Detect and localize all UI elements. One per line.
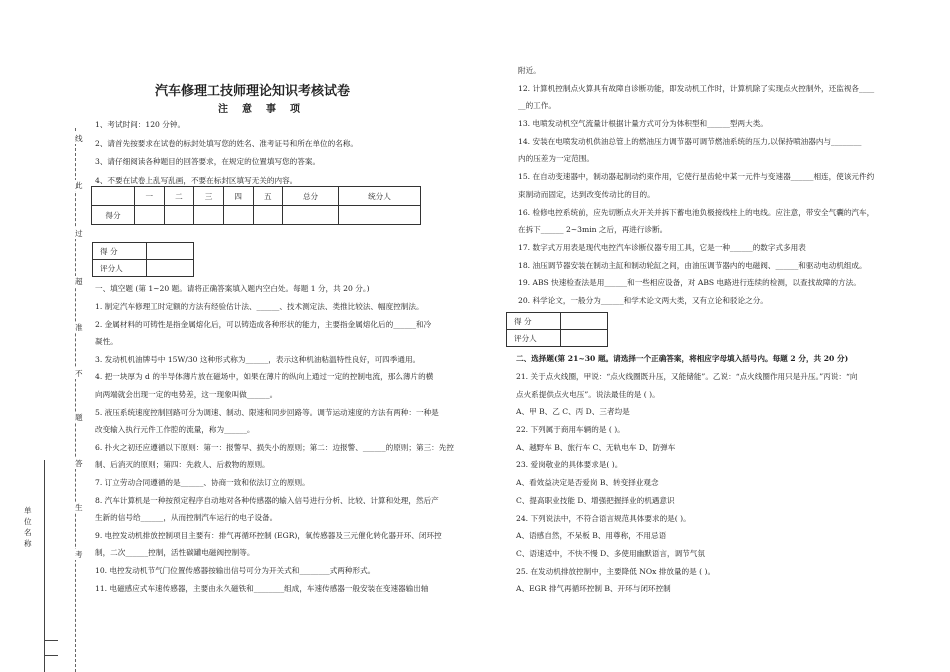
question-line: 14. 安装在电喷发动机供油总管上的燃油压力调节器可调节燃油系统的压力,以保持喷油器内与________ xyxy=(518,136,862,146)
fill-in-questions-right xyxy=(518,66,874,314)
question-line: 凝性。 xyxy=(95,337,118,347)
question-line: 6. 扑火之初还应遵循以下原则：第一：报警早、损失小的原则；第二：边报警、______的原则；第三：先控 xyxy=(95,442,454,452)
question-line: 17. 数字式万用表是现代电控汽车诊断仪器专用工具，它是一种______的数字式多用表 xyxy=(518,242,806,252)
binding-mark: 超 xyxy=(75,277,83,286)
note-item: 3、请仔细阅读各种题目的回答要求，在规定的位置填写您的答案。 xyxy=(95,157,321,166)
question-line: 25. 在发动机排放控制中，主要降低 NOx 排放量的是 ( )。 xyxy=(516,566,716,576)
notes-list xyxy=(95,120,358,194)
question-line: __的工作。 xyxy=(518,101,556,111)
grader-name-label: 评分人 xyxy=(93,260,147,277)
score-cell xyxy=(194,206,224,225)
score-cell xyxy=(338,206,420,225)
question-line: 10. 电控发动机节气门位置传感器按输出信号可分为开关式和________式两种形式。 xyxy=(95,565,376,575)
question-line: A、甲 B、乙 C、丙 D、三者均是 xyxy=(516,407,630,417)
question-line: 18. 油压调节器安装在制动主缸和制动轮缸之间，由油压调节器内的电磁阀、______和驱动电动机组成。 xyxy=(518,260,867,270)
note-item: 2、请首先按要求在试卷的标封处填写您的姓名、准考证号和所在单位的名称。 xyxy=(95,138,359,148)
seal-box-line xyxy=(44,655,58,656)
grader-score-cell xyxy=(147,243,194,260)
question-line: 24. 下列说法中，不符合语言规范具体要求的是( )。 xyxy=(516,513,691,523)
question-line: 内的压差为一定范围。 xyxy=(518,154,594,164)
question-line: 3. 发动机机油牌号中 15W/30 这种形式称为______，表示这种机油粘温特性良好，可四季通用。 xyxy=(95,354,421,364)
section1-title: 一、填空题 (第 1~20 题。请将正确答案填入题内空白处。每题 1 分，共 20 分。) xyxy=(95,284,370,293)
grader-score-label: 得 分 xyxy=(93,243,147,260)
score-header-cell: 二 xyxy=(164,187,194,206)
seal-box-line xyxy=(44,640,58,641)
question-line: A、越野车 B、旅行车 C、无轨电车 D、防弹车 xyxy=(516,442,676,452)
question-line: 11. 电磁感应式车速传感器，主要由永久磁铁和________组成，车速传感器一般安装在变速器输出轴 xyxy=(95,583,429,593)
binding-mark: 线 xyxy=(75,134,83,143)
question-line: 改变输入执行元件工作腔的流量，称为______。 xyxy=(95,425,255,435)
question-line: C、语速适中，不快不慢 D、多使用幽默语言，调节气氛 xyxy=(516,548,705,558)
grader-name-label: 评分人 xyxy=(507,330,561,347)
question-line: 制，二次______控制，活性碳罐电磁阀控制等。 xyxy=(95,548,255,558)
grader-name-cell xyxy=(561,330,608,347)
question-line: 20. 科学论文，一般分为______和学术论文两大类，又有立论和驳论之分。 xyxy=(518,295,768,305)
question-line: 7. 订立劳动合同遵循的是______、协商一致和依法订立的原则。 xyxy=(95,477,310,487)
score-row-label: 得分 xyxy=(92,206,135,225)
question-line: A、语感自然，不呆板 B、用尊称，不用忌语 xyxy=(516,531,667,541)
grader-score-cell xyxy=(561,313,608,330)
question-line: 生新的信号给______，从而控制汽车运行的电子设备。 xyxy=(95,513,278,523)
question-line: 向两端就会出现一定的电势差，这一现象叫做______。 xyxy=(95,389,278,399)
score-cell xyxy=(164,206,194,225)
question-line: 8. 汽车计算机是一种按预定程序自动地对各种传感器的输入信号进行分析、比较、计算和处理，然后产 xyxy=(95,495,439,505)
question-line: A、看效益决定是否爱岗 B、转变择业观念 xyxy=(516,478,659,488)
question-line: 15. 在自动变速器中，制动器起制动约束作用，它使行星齿轮中某一元件与变速器______相连，使该元件约 xyxy=(518,172,875,182)
question-line: 13. 电喷发动机空气流量计根据计量方式可分为体积型和______型两大类。 xyxy=(518,119,768,129)
binding-mark: 不 xyxy=(75,369,83,378)
binding-mark: 题 xyxy=(75,413,83,422)
seal-label: 单位名称 xyxy=(24,506,32,548)
question-line: 2. 金属材料的可铸性是指金属熔化后，可以铸造成各种形状的能力，主要指金属熔化后的______和冷 xyxy=(95,319,432,329)
grader-box xyxy=(92,242,194,277)
section2-title: 二、选择题(第 21~30 题。请选择一个正确答案，将相应字母填入括号内。每题 2 分，共 20 分) xyxy=(516,354,849,363)
question-line: 1. 制定汽车修理工时定额的方法有经验估计法、______、技术测定法、类推比较法、幅度控制法。 xyxy=(95,302,424,311)
question-line: 9. 电控发动机排放控制项目主要有：排气再循环控制 (EGR)，氧传感器及三元催化转化器开环、闭环控 xyxy=(95,530,442,540)
question-line: 23. 爱岗敬业的具体要求是( )。 xyxy=(516,460,623,470)
binding-mark: 答 xyxy=(75,459,83,468)
note-item: 1、考试时间：120 分钟。 xyxy=(95,120,186,129)
score-header-cell xyxy=(92,187,135,206)
grader-score-label: 得 分 xyxy=(507,313,561,330)
binding-mark: 考 xyxy=(75,550,83,559)
question-line: 4. 把一块厚为 d 的半导体薄片放在磁场中，如果在薄片的纵向上通过一定的控制电流，那么薄片的横 xyxy=(95,372,434,382)
binding-line xyxy=(75,128,76,672)
score-cell xyxy=(253,206,283,225)
score-header-cell: 统分人 xyxy=(338,187,420,206)
grader-box-2 xyxy=(506,312,608,347)
choice-questions xyxy=(516,372,857,602)
question-line: 5. 液压系统速度控制回路可分为调速、制动、限速和同步回路等。调节运动速度的方法有两种：一种是 xyxy=(95,407,439,417)
question-line: 16. 检修电控系统前，应先切断点火开关并拆下蓄电池负极接线柱上的电线。应注意，带安全气囊的汽车， xyxy=(518,207,875,217)
score-header-cell: 一 xyxy=(135,187,165,206)
question-line: A、EGR 排气再循环控制 B、开环与闭环控制 xyxy=(516,584,671,594)
question-line: 制、后消灭的原则；第四：先救人、后救物的原则。 xyxy=(95,460,270,470)
question-line: 19. ABS 快速检查法是用______和一些相应设备，对 ABS 电路进行连续的检测，以查找故障的方法。 xyxy=(518,278,861,288)
question-line: 22. 下列属于商用车辆的是 ( )。 xyxy=(516,425,625,435)
question-line: 点火系提供点火电压”。说法最佳的是 ( )。 xyxy=(516,389,660,399)
notes-heading: 注意事项 xyxy=(218,104,314,115)
binding-mark: 此 xyxy=(75,181,83,190)
note-item: 4、不要在试卷上乱写乱画，不要在标封区填写无关的内容。 xyxy=(95,175,298,185)
question-line: C、提高职业技能 D、增强把握择业的机遇意识 xyxy=(516,495,675,505)
score-cell xyxy=(135,206,165,225)
exam-title: 汽车修理工技师理论知识考核试卷 xyxy=(155,84,351,99)
binding-mark: 生 xyxy=(75,503,83,512)
question-line: 21. 关于点火线圈，甲说：“点火线圈既升压，又能储能”。乙说：“点火线圈作用只是升压。”丙说：“向 xyxy=(516,372,858,381)
score-cell xyxy=(283,206,339,225)
score-cell xyxy=(223,206,253,225)
binding-mark: 过 xyxy=(75,229,83,238)
question-line: 束制动而固定，达到改变传动比的目的。 xyxy=(518,189,655,199)
question-line: 附近。 xyxy=(518,66,541,75)
score-table xyxy=(91,186,421,225)
score-header-cell: 四 xyxy=(223,187,253,206)
score-header-cell: 总分 xyxy=(283,187,339,206)
score-header-cell: 三 xyxy=(194,187,224,206)
binding-mark: 准 xyxy=(75,323,83,332)
grader-name-cell xyxy=(147,260,194,277)
score-header-cell: 五 xyxy=(253,187,283,206)
fill-in-questions-left xyxy=(95,302,454,601)
question-line: 在拆下______ 2~3min 之后，再进行诊断。 xyxy=(518,225,668,235)
question-line: 12. 计算机控制点火算具有故障自诊断功能，即发动机工作时，计算机除了实现点火控制外，还监视各____ xyxy=(518,83,875,93)
